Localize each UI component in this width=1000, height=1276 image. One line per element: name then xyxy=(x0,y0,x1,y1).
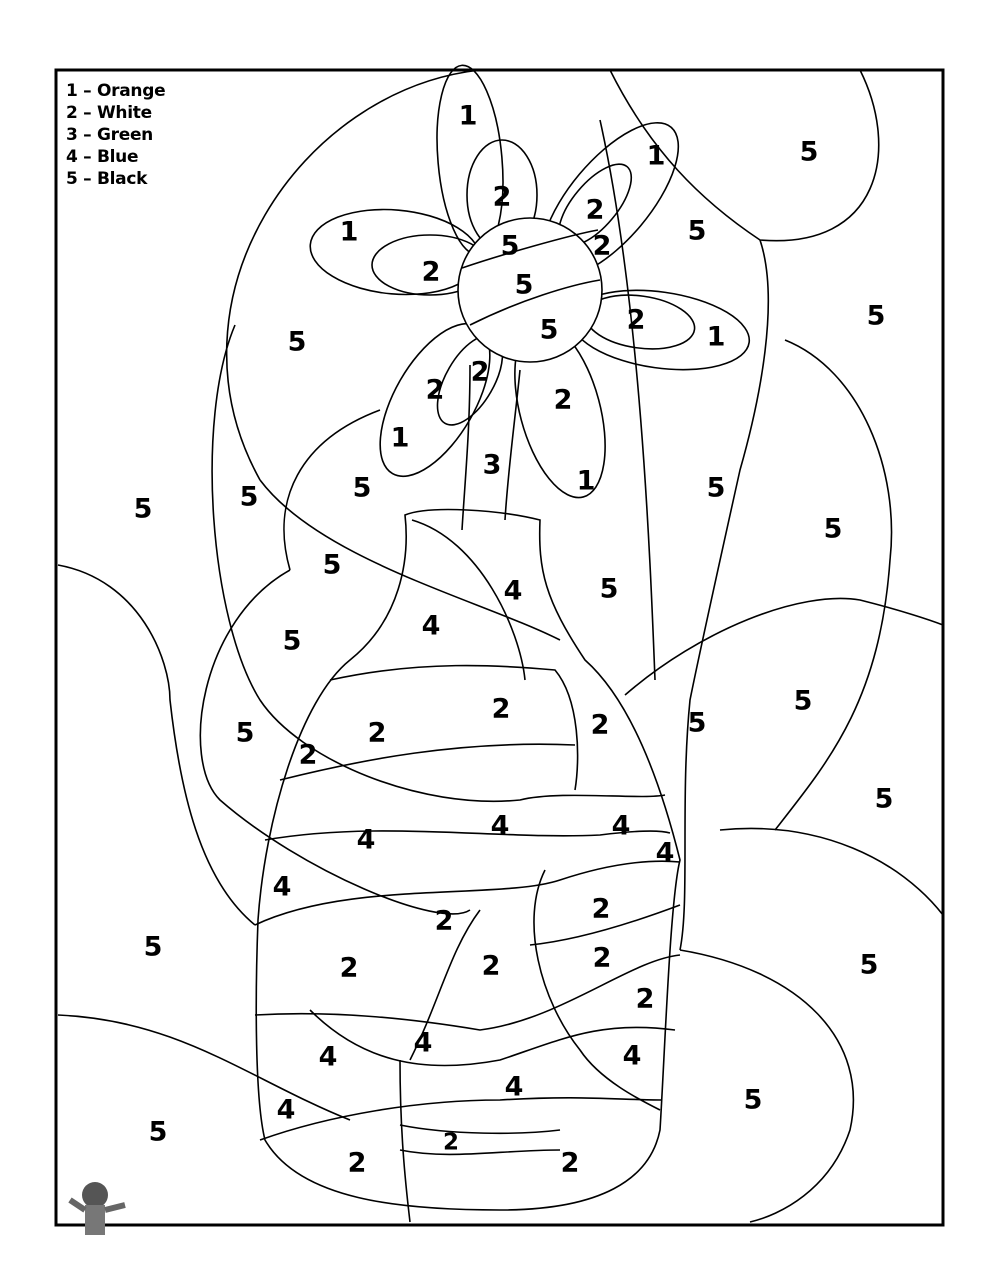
region-number: 5 xyxy=(133,493,153,525)
region-number: 2 xyxy=(298,739,318,771)
region-number: 4 xyxy=(318,1041,338,1073)
legend-item-1: 1 – Orange xyxy=(66,81,166,101)
region-number: 5 xyxy=(706,472,726,504)
region-number: 4 xyxy=(503,575,523,607)
region-number: 4 xyxy=(272,871,292,903)
region-number: 2 xyxy=(442,1129,460,1156)
region-number: 2 xyxy=(592,942,612,974)
region-number: 5 xyxy=(793,685,813,717)
region-number: 1 xyxy=(390,422,410,454)
region-number: 1 xyxy=(576,465,596,497)
region-number: 2 xyxy=(635,983,655,1015)
region-number: 5 xyxy=(874,783,894,815)
region-number: 2 xyxy=(492,181,512,213)
region-number: 4 xyxy=(356,824,376,856)
region-number: 1 xyxy=(339,216,359,248)
region-number: 1 xyxy=(646,140,666,172)
region-number: 2 xyxy=(347,1147,367,1179)
kid-mascot-icon xyxy=(70,1182,125,1235)
region-number: 2 xyxy=(339,952,359,984)
region-number: 5 xyxy=(799,136,819,168)
region-number: 1 xyxy=(458,100,478,132)
region-number: 5 xyxy=(148,1116,168,1148)
region-number: 4 xyxy=(490,810,510,842)
region-number: 5 xyxy=(352,472,372,504)
region-number: 5 xyxy=(322,549,342,581)
region-number: 4 xyxy=(655,837,675,869)
region-number: 2 xyxy=(590,709,610,741)
region-number: 4 xyxy=(421,610,441,642)
region-number: 2 xyxy=(592,230,612,262)
region-number: 2 xyxy=(421,256,441,288)
region-number: 5 xyxy=(539,314,559,346)
region-number: 4 xyxy=(622,1040,642,1072)
region-number: 5 xyxy=(500,230,520,262)
region-number: 5 xyxy=(282,625,302,657)
region-number: 2 xyxy=(626,304,646,336)
region-number: 2 xyxy=(585,194,605,226)
region-number: 5 xyxy=(866,300,886,332)
region-number: 2 xyxy=(481,950,501,982)
region-number: 5 xyxy=(235,717,255,749)
region-number: 4 xyxy=(413,1027,433,1059)
region-number: 4 xyxy=(276,1094,296,1126)
region-number: 5 xyxy=(287,326,307,358)
region-number: 5 xyxy=(687,707,707,739)
region-number: 2 xyxy=(591,893,611,925)
region-number: 5 xyxy=(743,1084,763,1116)
region-number: 2 xyxy=(367,717,387,749)
region-number: 5 xyxy=(599,573,619,605)
legend-item-3: 3 – Green xyxy=(66,125,153,145)
region-number: 2 xyxy=(470,356,490,388)
region-number: 2 xyxy=(425,374,445,406)
color-legend xyxy=(66,80,165,190)
legend-item-5: 5 – Black xyxy=(66,169,148,189)
region-number: 2 xyxy=(491,693,511,725)
region-number: 2 xyxy=(434,905,454,937)
region-number: 5 xyxy=(823,513,843,545)
region-number: 3 xyxy=(482,449,502,481)
region-number: 2 xyxy=(553,384,573,416)
region-number: 4 xyxy=(611,810,631,842)
legend-item-2: 2 – White xyxy=(66,103,152,123)
region-number: 2 xyxy=(560,1147,580,1179)
region-number: 5 xyxy=(143,931,163,963)
region-number: 5 xyxy=(687,215,707,247)
region-number: 5 xyxy=(859,949,879,981)
legend-item-4: 4 – Blue xyxy=(66,147,139,167)
region-number: 1 xyxy=(706,321,726,353)
region-number: 5 xyxy=(514,269,534,301)
region-number: 5 xyxy=(239,481,259,513)
region-number: 4 xyxy=(504,1071,524,1103)
